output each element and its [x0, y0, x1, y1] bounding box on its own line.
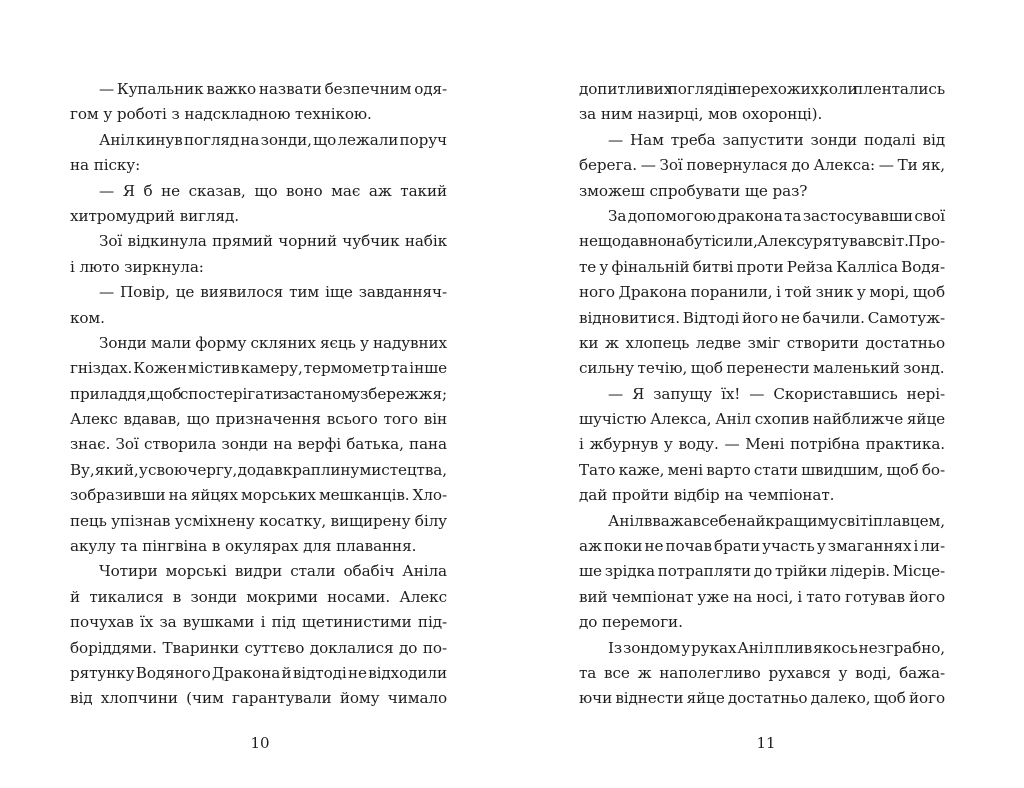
text-line: за ним назирці, мов охоронці).	[579, 105, 823, 124]
text-line: Аніл вважав себе найкращим у світі плавцем,	[608, 511, 945, 530]
text-line: вий чемпіонат уже на носі, і тато готував його	[579, 587, 945, 606]
text-line: — Нам треба запустити зонди подалі від	[608, 130, 945, 149]
text-line: Тато каже, мені варто стати швидшим, щоб бо-	[579, 460, 945, 479]
text-line: Чотири морські видри стали обабіч Аніла	[99, 562, 447, 581]
text-line: ком.	[70, 308, 105, 327]
text-line: ючи віднести яйце достатньо далеко, щоб його	[579, 689, 945, 708]
text-line: і жбурнув у воду. — Мені потрібна практика.	[579, 435, 945, 454]
text-line: пець упізнав усміхнену косатку, вищирену білу	[70, 511, 447, 530]
text-line: шучістю Алекса, Аніл схопив найближче яйце	[579, 410, 945, 429]
text-line: та все ж наполегливо рухався у воді, бажа-	[579, 663, 945, 682]
text-line: ки ж хлопець ледве зміг створити достатньо	[579, 333, 945, 352]
text-line: дай пройти відбір на чемпіонат.	[579, 486, 835, 505]
text-line: берега. — Зої повернулася до Алекса: — Ти як,	[579, 156, 945, 175]
text-line: допитливих поглядів перехожих, коли плентались	[579, 80, 945, 98]
text-line: і люто зиркнула:	[70, 257, 204, 276]
text-line: гніздах. Кожен містив камеру, термометр та інше	[70, 359, 447, 378]
text-line: — Я запущу їх! — Скориставшись нері-	[608, 384, 945, 403]
text-line: зобразивши на яйцях морських мешканців. Хло-	[70, 486, 447, 505]
right-page-text	[579, 77, 945, 712]
text-line: почухав їх за вушками і під щетинистими під-	[70, 613, 447, 632]
page-number-right: 11	[756, 734, 776, 752]
text-line: рятунку Водяного Дракона й відтоді не відходили	[70, 663, 447, 682]
text-line: зможеш спробувати ще раз?	[579, 181, 808, 200]
text-line: на піску:	[70, 156, 141, 175]
right-page	[512, 0, 1024, 788]
text-line: ного Дракона поранили, і той зник у морі, щоб	[579, 283, 945, 302]
left-page-text	[70, 77, 447, 712]
text-line: відновитися. Відтоді його не бачили. Самотуж-	[579, 308, 945, 327]
text-line: Із зондом у руках Аніл плив якось незграбно,	[608, 638, 945, 657]
text-line: Ву, який, у свою чергу, додав краплину мистецтва,	[70, 460, 447, 479]
text-line: — Я б не сказав, що воно має аж такий	[99, 181, 447, 200]
text-line: нещодавно набуті сили, Алекс урятував світ. Про-	[579, 232, 945, 251]
text-line: те у фінальній битві проти Рейза Калліса Водя-	[579, 257, 945, 276]
text-line: й тикалися в зонди мокрими носами. Алекс	[70, 587, 447, 606]
text-line: — Повір, це виявилося тим іще завданняч-	[99, 283, 447, 302]
text-line: Алекс вдавав, що призначення всього того він	[70, 410, 447, 429]
text-line: акулу та пінгвіна в окулярах для плавання.	[70, 537, 417, 556]
text-line: боріддями. Тваринки суттєво доклалися до по-	[70, 638, 447, 657]
text-line: до перемоги.	[579, 613, 683, 632]
text-line: Зонди мали форму скляних яєць у надувних	[99, 333, 447, 352]
text-line: знає. Зої створила зонди на верфі батька, пана	[70, 435, 447, 454]
text-line: від хлопчини (чим гарантували йому чимало	[70, 689, 447, 708]
text-line: — Купальник важко назвати безпечним одя-	[99, 80, 447, 98]
text-line: Аніл кинув погляд на зонди, що лежали поруч	[99, 130, 447, 149]
text-line: хитромудрий вигляд.	[70, 206, 239, 225]
text-line: сильну течію, щоб перенести маленький зонд.	[579, 359, 945, 378]
text-line: ше зрідка потрапляти до трійки лідерів. Місце-	[579, 562, 945, 581]
text-line: За допомогою дракона та застосувавши свої	[608, 206, 946, 225]
text-line: Зої відкинула прямий чорний чубчик набік	[99, 232, 447, 251]
text-line: гом у роботі з надскладною технікою.	[70, 105, 372, 124]
text-line: аж поки не почав брати участь у змаганнях і ли-	[579, 537, 945, 556]
text-line: приладдя, щоб спостерігати за станом узбережжя;	[70, 384, 447, 403]
page-number-left: 10	[250, 734, 270, 752]
